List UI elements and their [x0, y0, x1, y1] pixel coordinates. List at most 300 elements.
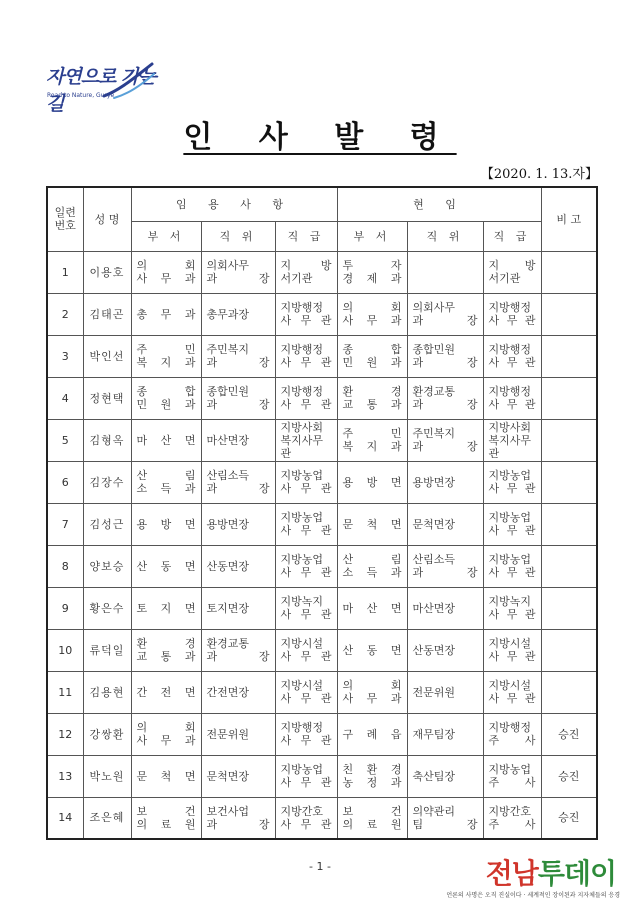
current-dept-line: 구 례 읍	[342, 727, 402, 741]
appoint-position	[201, 713, 275, 755]
current-grade	[483, 251, 541, 293]
current-grade	[483, 797, 541, 839]
current-dept	[337, 587, 407, 629]
appoint-position-line: 의회사무	[206, 259, 250, 272]
current-grade-line: 복지사무관	[488, 433, 532, 460]
appoint-position	[201, 503, 275, 545]
appoint-position-line: 과 장	[206, 650, 270, 663]
current-position	[407, 293, 483, 335]
appoint-position	[201, 377, 275, 419]
row-number: 10	[47, 629, 83, 671]
appoint-grade	[275, 377, 337, 419]
header-current-position: 직 위	[407, 221, 483, 251]
table-row	[47, 251, 597, 293]
appoint-position	[201, 461, 275, 503]
current-grade-line: 사 무 관	[488, 314, 536, 327]
table-row	[47, 293, 597, 335]
employee-name: 강쌍환	[83, 713, 131, 755]
appoint-grade	[275, 461, 337, 503]
appoint-dept	[131, 797, 201, 839]
appoint-dept	[131, 671, 201, 713]
header-appoint-grade: 직 급	[275, 221, 337, 251]
appoint-position	[201, 671, 275, 713]
appoint-dept-line: 산 동 면	[136, 559, 196, 573]
current-grade-line: 사 무 관	[488, 650, 536, 663]
row-note	[541, 251, 597, 293]
appoint-grade-line: 사 무 관	[280, 482, 332, 495]
table-row	[47, 629, 597, 671]
current-grade-line: 지방행정	[488, 343, 532, 356]
current-grade-line: 지방간호	[488, 804, 532, 818]
appoint-dept-line: 사 무 과	[136, 272, 196, 285]
table-row	[47, 713, 597, 755]
appoint-position	[201, 797, 275, 839]
appoint-position-line: 토지면장	[206, 601, 250, 615]
current-position-line: 용방면장	[412, 475, 456, 489]
appoint-dept-line: 토 지 면	[136, 601, 196, 615]
appoint-grade-line: 사 무 관	[280, 650, 332, 663]
current-grade-line: 지방농업	[488, 553, 532, 566]
row-note: 승진	[541, 713, 597, 755]
current-grade-line: 사 무 관	[488, 398, 536, 411]
employee-name: 김장수	[83, 461, 131, 503]
appoint-position-line: 산동면장	[206, 559, 250, 573]
current-grade-line: 지방시설	[488, 679, 532, 692]
appoint-grade	[275, 713, 337, 755]
current-position-line: 의회사무	[412, 301, 456, 314]
document-title: 인 사 발 령	[183, 120, 457, 155]
appoint-position-line: 간전면장	[206, 685, 250, 699]
appoint-dept-line: 문 척 면	[136, 769, 196, 783]
employee-name: 박노원	[83, 755, 131, 797]
current-grade-line: 사 무 관	[488, 692, 536, 705]
current-grade-line: 사 무 관	[488, 608, 536, 621]
appoint-grade-line: 지방농업	[280, 763, 324, 776]
current-position-line: 산림소득	[412, 553, 456, 566]
current-dept-line: 친 환 경	[342, 763, 402, 776]
employee-name: 류덕일	[83, 629, 131, 671]
current-dept	[337, 671, 407, 713]
appoint-position	[201, 629, 275, 671]
table-row	[47, 797, 597, 839]
table-row	[47, 461, 597, 503]
row-note	[541, 377, 597, 419]
row-number: 8	[47, 545, 83, 587]
appoint-grade-line: 지방행정	[280, 385, 324, 398]
employee-name: 양보승	[83, 545, 131, 587]
current-dept-line: 종 합	[342, 343, 402, 356]
current-dept-line: 산 림	[342, 553, 402, 566]
appoint-grade-line: 사 무 관	[280, 524, 332, 537]
current-grade	[483, 419, 541, 461]
current-dept-line: 복 지 과	[342, 440, 402, 453]
table-row	[47, 671, 597, 713]
current-position	[407, 797, 483, 839]
current-grade	[483, 629, 541, 671]
current-position-line: 전문위원	[412, 685, 456, 699]
watermark-slogan: 언론의 사명은 오직 진실이다 · 세계적인 장이된과 지자체들의 응경	[446, 892, 620, 899]
header-current: 현 임	[337, 187, 541, 221]
row-number: 9	[47, 587, 83, 629]
appoint-position-line: 종합민원	[206, 385, 250, 398]
watermark-title: 전남투데이	[485, 857, 616, 890]
current-dept	[337, 293, 407, 335]
current-dept-line: 의 회	[342, 679, 402, 692]
table-row	[47, 755, 597, 797]
appoint-grade-line: 사 무 관	[280, 734, 332, 747]
appoint-grade-line: 사 무 관	[280, 776, 332, 789]
current-position-line: 과 장	[412, 398, 478, 411]
appoint-grade-line: 복지사무관	[280, 433, 324, 460]
current-grade-line: 지방시설	[488, 637, 532, 650]
row-note	[541, 503, 597, 545]
header-appoint-position: 직 위	[201, 221, 275, 251]
appoint-grade-line: 지방녹지	[280, 595, 324, 608]
appoint-dept	[131, 755, 201, 797]
current-dept-line: 경 제 과	[342, 272, 402, 285]
current-dept-line: 민 원 과	[342, 356, 402, 369]
appoint-grade-line: 지방시설	[280, 679, 324, 692]
current-position	[407, 755, 483, 797]
current-dept-line: 소 득 과	[342, 566, 402, 579]
current-grade	[483, 671, 541, 713]
current-dept-line: 산 동 면	[342, 643, 402, 657]
current-grade	[483, 461, 541, 503]
appoint-grade-line: 서기관	[280, 272, 313, 285]
appoint-dept	[131, 293, 201, 335]
current-position-line: 의약관리	[412, 804, 456, 818]
appoint-position-line: 보건사업	[206, 804, 250, 818]
row-number: 4	[47, 377, 83, 419]
table-row	[47, 335, 597, 377]
appoint-grade-line: 지방사회	[280, 420, 324, 434]
appoint-grade-line: 지방행정	[280, 301, 324, 314]
row-number: 7	[47, 503, 83, 545]
current-position	[407, 461, 483, 503]
document-date: 【2020. 1. 13.자】	[480, 167, 598, 182]
appoint-dept-line: 종 합	[136, 385, 196, 398]
appoint-grade	[275, 671, 337, 713]
current-dept	[337, 755, 407, 797]
row-number: 1	[47, 251, 83, 293]
current-grade-line: 지방행정	[488, 721, 532, 734]
current-dept-line: 사 무 과	[342, 314, 402, 327]
page-number: - 1 -	[309, 860, 331, 873]
appoint-grade	[275, 629, 337, 671]
county-logo	[44, 58, 156, 115]
current-grade-line: 주 사	[488, 776, 536, 789]
appoint-grade-line: 지방행정	[280, 343, 324, 356]
personnel-table	[46, 186, 598, 840]
appoint-dept	[131, 629, 201, 671]
appoint-grade	[275, 587, 337, 629]
appoint-position-line: 환경교통	[206, 637, 250, 650]
appoint-position-line: 문척면장	[206, 769, 250, 783]
table-row	[47, 419, 597, 461]
appoint-position	[201, 335, 275, 377]
employee-name: 김용현	[83, 671, 131, 713]
appoint-grade-line: 지방행정	[280, 721, 324, 734]
header-no: 일련번호	[47, 187, 83, 251]
appoint-dept-line: 주 민	[136, 343, 196, 356]
row-note	[541, 545, 597, 587]
appoint-position	[201, 755, 275, 797]
current-grade-line: 사 무 관	[488, 524, 536, 537]
header-appoint-dept: 부 서	[131, 221, 201, 251]
current-dept	[337, 377, 407, 419]
appoint-dept-line: 보 건	[136, 804, 196, 818]
current-grade-line: 사 무 관	[488, 566, 536, 579]
current-dept-line: 용 방 면	[342, 475, 402, 489]
appoint-dept	[131, 545, 201, 587]
employee-name: 김형옥	[83, 419, 131, 461]
current-position-line: 과 장	[412, 566, 478, 579]
header-note: 비 고	[541, 187, 597, 251]
current-grade-line: 지방행정	[488, 301, 532, 314]
appoint-grade-line: 지방농업	[280, 553, 324, 566]
employee-name: 정현택	[83, 377, 131, 419]
appoint-grade	[275, 755, 337, 797]
current-dept	[337, 251, 407, 293]
appoint-grade-line: 사 무 관	[280, 566, 332, 579]
appoint-grade-line: 지 방	[280, 259, 332, 272]
appoint-grade-line: 사 무 관	[280, 314, 332, 327]
row-note	[541, 671, 597, 713]
current-dept-line: 농 정 과	[342, 776, 402, 789]
appoint-position-line: 용방면장	[206, 517, 250, 531]
current-position	[407, 713, 483, 755]
row-note	[541, 419, 597, 461]
row-note	[541, 629, 597, 671]
appoint-dept-line: 민 원 과	[136, 398, 196, 411]
appoint-position	[201, 587, 275, 629]
current-grade	[483, 503, 541, 545]
current-dept-line: 투 자	[342, 259, 402, 272]
current-grade-line: 지방농업	[488, 469, 532, 482]
appoint-position-line: 마산면장	[206, 433, 250, 447]
current-position	[407, 251, 483, 293]
appoint-position-line: 주민복지	[206, 343, 250, 356]
appoint-grade-line: 사 무 관	[280, 398, 332, 411]
appoint-dept	[131, 419, 201, 461]
table-row	[47, 587, 597, 629]
row-note	[541, 293, 597, 335]
current-dept	[337, 797, 407, 839]
appoint-grade	[275, 419, 337, 461]
appoint-dept-line: 환 경	[136, 637, 196, 650]
appoint-position-line: 산림소득	[206, 469, 250, 482]
current-grade-line: 사 무 관	[488, 356, 536, 369]
employee-name: 이용호	[83, 251, 131, 293]
row-note: 승진	[541, 755, 597, 797]
employee-name: 박인선	[83, 335, 131, 377]
current-position-line: 문척면장	[412, 517, 456, 531]
current-dept-line: 의 료 원	[342, 817, 402, 831]
appoint-position-line: 과 장	[206, 272, 270, 285]
current-position	[407, 671, 483, 713]
current-position-line: 과 장	[412, 440, 478, 453]
current-grade-line: 사 무 관	[488, 482, 536, 495]
appoint-position	[201, 545, 275, 587]
current-grade-line: 주 사	[488, 734, 536, 747]
appoint-grade	[275, 335, 337, 377]
appoint-grade-line: 사 무 관	[280, 692, 332, 705]
header-name: 성 명	[83, 187, 131, 251]
employee-name: 조은혜	[83, 797, 131, 839]
appoint-grade-line: 사 무 관	[280, 817, 332, 831]
appoint-dept-line: 사 무 과	[136, 734, 196, 747]
current-position-line: 팀 장	[412, 817, 478, 831]
current-dept-line: 문 척 면	[342, 517, 402, 531]
current-grade	[483, 713, 541, 755]
news-watermark	[446, 852, 622, 902]
appoint-dept	[131, 713, 201, 755]
current-dept-line: 보 건	[342, 804, 402, 818]
current-dept	[337, 335, 407, 377]
current-position-line: 마산면장	[412, 601, 456, 615]
current-position	[407, 629, 483, 671]
appoint-position	[201, 293, 275, 335]
current-grade	[483, 293, 541, 335]
row-number: 3	[47, 335, 83, 377]
table-row	[47, 377, 597, 419]
current-grade-line: 지방농업	[488, 511, 532, 524]
row-number: 12	[47, 713, 83, 755]
table-row	[47, 545, 597, 587]
current-grade-line: 지 방	[488, 259, 536, 272]
appoint-grade-line: 사 무 관	[280, 356, 332, 369]
appoint-position-line: 총무과장	[206, 307, 250, 321]
logo-text: 자연으로 가는 길	[46, 66, 156, 115]
current-dept	[337, 629, 407, 671]
appoint-grade	[275, 251, 337, 293]
appoint-grade-line: 지방간호	[280, 804, 324, 818]
appoint-position-line: 과 장	[206, 482, 270, 495]
appoint-dept-line: 산 림	[136, 469, 196, 482]
current-dept-line: 의 회	[342, 301, 402, 314]
current-grade	[483, 545, 541, 587]
current-dept-line: 환 경	[342, 385, 402, 398]
row-number: 13	[47, 755, 83, 797]
row-number: 2	[47, 293, 83, 335]
appoint-dept-line: 간 전 면	[136, 685, 196, 699]
logo-subtitle: Road to Nature, Gurye	[47, 92, 115, 99]
appoint-dept-line: 교 통 과	[136, 650, 196, 663]
current-grade-line: 지방녹지	[488, 595, 532, 608]
appoint-dept-line: 용 방 면	[136, 517, 196, 531]
current-grade-line: 지방농업	[488, 763, 532, 776]
current-dept-line: 사 무 과	[342, 692, 402, 705]
current-grade	[483, 587, 541, 629]
appoint-grade-line: 사 무 관	[280, 608, 332, 621]
header-current-dept: 부 서	[337, 221, 407, 251]
header-appointment: 임 용 사 항	[131, 187, 337, 221]
appoint-dept	[131, 503, 201, 545]
appoint-grade	[275, 503, 337, 545]
employee-name: 김성근	[83, 503, 131, 545]
appoint-position-line: 과 장	[206, 398, 270, 411]
current-position	[407, 377, 483, 419]
appoint-dept	[131, 251, 201, 293]
current-grade	[483, 755, 541, 797]
current-grade-line: 주 사	[488, 817, 536, 831]
appoint-position	[201, 419, 275, 461]
appoint-grade-line: 지방시설	[280, 637, 324, 650]
appoint-position-line: 전문위원	[206, 727, 250, 741]
current-dept-line: 교 통 과	[342, 398, 402, 411]
current-grade-line: 지방행정	[488, 385, 532, 398]
current-dept	[337, 713, 407, 755]
appoint-dept-line: 의 료 원	[136, 817, 196, 831]
appoint-grade-line: 지방농업	[280, 511, 324, 524]
appoint-dept	[131, 461, 201, 503]
appoint-position-line: 과 장	[206, 817, 270, 831]
current-dept	[337, 503, 407, 545]
appoint-dept-line: 총 무 과	[136, 307, 196, 321]
appoint-position	[201, 251, 275, 293]
current-position-line: 산동면장	[412, 643, 456, 657]
appoint-grade-line: 지방농업	[280, 469, 324, 482]
current-grade-line: 서기관	[488, 272, 521, 285]
current-position-line: 축산팀장	[412, 769, 456, 783]
appoint-dept-line: 마 산 면	[136, 433, 196, 447]
row-number: 6	[47, 461, 83, 503]
appoint-dept	[131, 377, 201, 419]
appoint-grade	[275, 293, 337, 335]
appoint-dept-line: 의 회	[136, 721, 196, 734]
current-position-line: 과 장	[412, 314, 478, 327]
current-dept	[337, 419, 407, 461]
current-position	[407, 335, 483, 377]
current-position	[407, 545, 483, 587]
appoint-dept	[131, 335, 201, 377]
current-dept-line: 주 민	[342, 427, 402, 440]
current-dept	[337, 461, 407, 503]
current-position-line: 환경교통	[412, 385, 456, 398]
current-position-line: 주민복지	[412, 427, 456, 440]
current-grade	[483, 335, 541, 377]
current-position-line: 과 장	[412, 356, 478, 369]
employee-name: 황은수	[83, 587, 131, 629]
row-note: 승진	[541, 797, 597, 839]
row-note	[541, 335, 597, 377]
current-position-line: 재무팀장	[412, 727, 456, 741]
appoint-dept-line: 복 지 과	[136, 356, 196, 369]
row-note	[541, 587, 597, 629]
current-grade-line: 지방사회	[488, 420, 532, 434]
current-dept-line: 마 산 면	[342, 601, 402, 615]
row-number: 5	[47, 419, 83, 461]
table-row	[47, 503, 597, 545]
header-current-grade: 직 급	[483, 221, 541, 251]
row-number: 11	[47, 671, 83, 713]
row-note	[541, 461, 597, 503]
current-dept	[337, 545, 407, 587]
employee-name: 김태곤	[83, 293, 131, 335]
appoint-dept-line: 소 득 과	[136, 482, 196, 495]
current-grade	[483, 377, 541, 419]
appoint-grade	[275, 797, 337, 839]
current-position	[407, 503, 483, 545]
appoint-position-line: 과 장	[206, 356, 270, 369]
current-position	[407, 419, 483, 461]
appoint-grade	[275, 545, 337, 587]
row-number: 14	[47, 797, 83, 839]
current-position-line: 종합민원	[412, 343, 456, 356]
current-position	[407, 587, 483, 629]
appoint-dept	[131, 587, 201, 629]
appoint-dept-line: 의 회	[136, 259, 196, 272]
